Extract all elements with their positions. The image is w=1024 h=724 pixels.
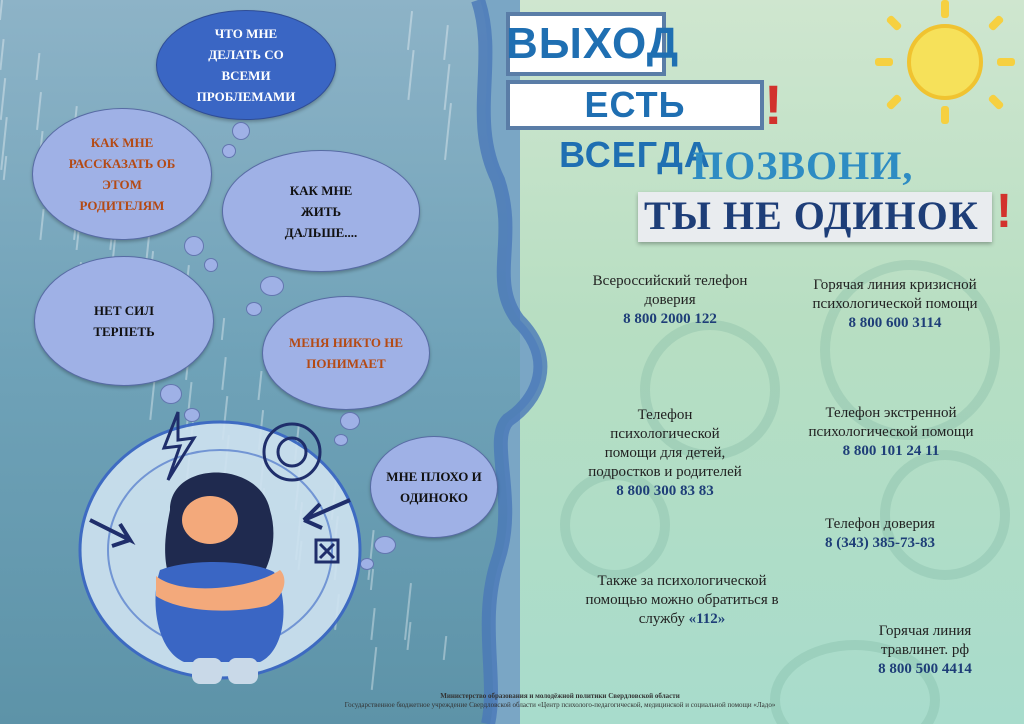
headline-exclamation: ! [764, 73, 783, 136]
thought-cloud [370, 436, 498, 538]
footer-center: Государственное бюджетное учреждение Свердловской области «Центр психолого-педагогической, медицинской и социальной помощи «Ладо» [344, 701, 776, 709]
thought-cloud [156, 10, 336, 120]
hotline-phone[interactable]: 8 800 600 3114 [848, 315, 942, 331]
cloud-text: МЕНЯ НИКТО НЕ ПОНИМАЕТ [289, 335, 403, 371]
hotline-item [800, 515, 960, 553]
hotline-item [790, 276, 1000, 333]
hotline-item [585, 406, 745, 501]
call-exclamation: ! [996, 185, 1012, 238]
cloud-dot [184, 236, 204, 256]
girl-illustration [60, 400, 380, 700]
hotline-item [582, 572, 782, 629]
alone-title: ТЫ НЕ ОДИНОК [644, 193, 979, 238]
cloud-text: МНЕ ПЛОХО И ОДИНОКО [386, 469, 482, 505]
thought-cloud [34, 256, 214, 386]
footer [340, 692, 780, 710]
cloud-dot [260, 276, 284, 296]
hotline-label: Телефон экстренной психологической помощи [808, 405, 974, 440]
hotline-item [786, 404, 996, 461]
cloud-text: КАК МНЕ ЖИТЬ ДАЛЬШЕ.... [284, 182, 358, 240]
hotline-label: Всероссийский телефон доверия [592, 273, 748, 308]
thought-cloud [32, 108, 212, 240]
cloud-dot [222, 144, 236, 158]
cloud-dot [204, 258, 218, 272]
hotline-phone[interactable]: 8 800 101 24 11 [842, 443, 940, 459]
thought-cloud [222, 150, 420, 272]
headline-line1: ВЫХОД [506, 12, 666, 76]
hotline-label: Также за психологической помощью можно обратиться в службу [585, 573, 779, 627]
hotline-phone[interactable]: 8 (343) 385-73-83 [825, 535, 935, 551]
cloud-text: НЕТ СИЛ ТЕРПЕТЬ [93, 303, 155, 339]
hotline-phone[interactable]: 8 800 300 83 83 [616, 483, 714, 499]
cloud-dot [246, 302, 262, 316]
hotline-item [585, 272, 755, 329]
cloud-dot [232, 122, 250, 140]
cloud-text: КАК МНЕ РАССКАЗАТЬ ОБ ЭТОМ РОДИТЕЛЯМ [68, 135, 176, 213]
hotline-label: Горячая линия кризисной психологической помощи [812, 277, 978, 312]
hotline-phone[interactable]: 8 800 500 4414 [878, 661, 972, 677]
call-title: ПОЗВОНИ, [692, 143, 914, 188]
hotline-item [860, 622, 990, 679]
hotline-label: Телефон психологической помощи для детей, подростков и родителей [588, 407, 742, 480]
headline-line2: ЕСТЬ ВСЕГДА [506, 80, 764, 130]
sun-icon [870, 0, 1020, 140]
hotline-phone[interactable]: 8 800 2000 122 [623, 311, 717, 327]
thought-cloud [262, 296, 430, 410]
hotline-label: Телефон доверия [825, 516, 935, 532]
cloud-text: ЧТО МНЕ ДЕЛАТЬ СО ВСЕМИ ПРОБЛЕМАМИ [196, 26, 296, 104]
hotline-phone[interactable]: «112» [688, 611, 726, 627]
footer-ministry: Министерство образования и молодёжной политики Свердловской области [440, 692, 680, 700]
hotline-label: Горячая линия травлинет. рф [878, 623, 972, 658]
